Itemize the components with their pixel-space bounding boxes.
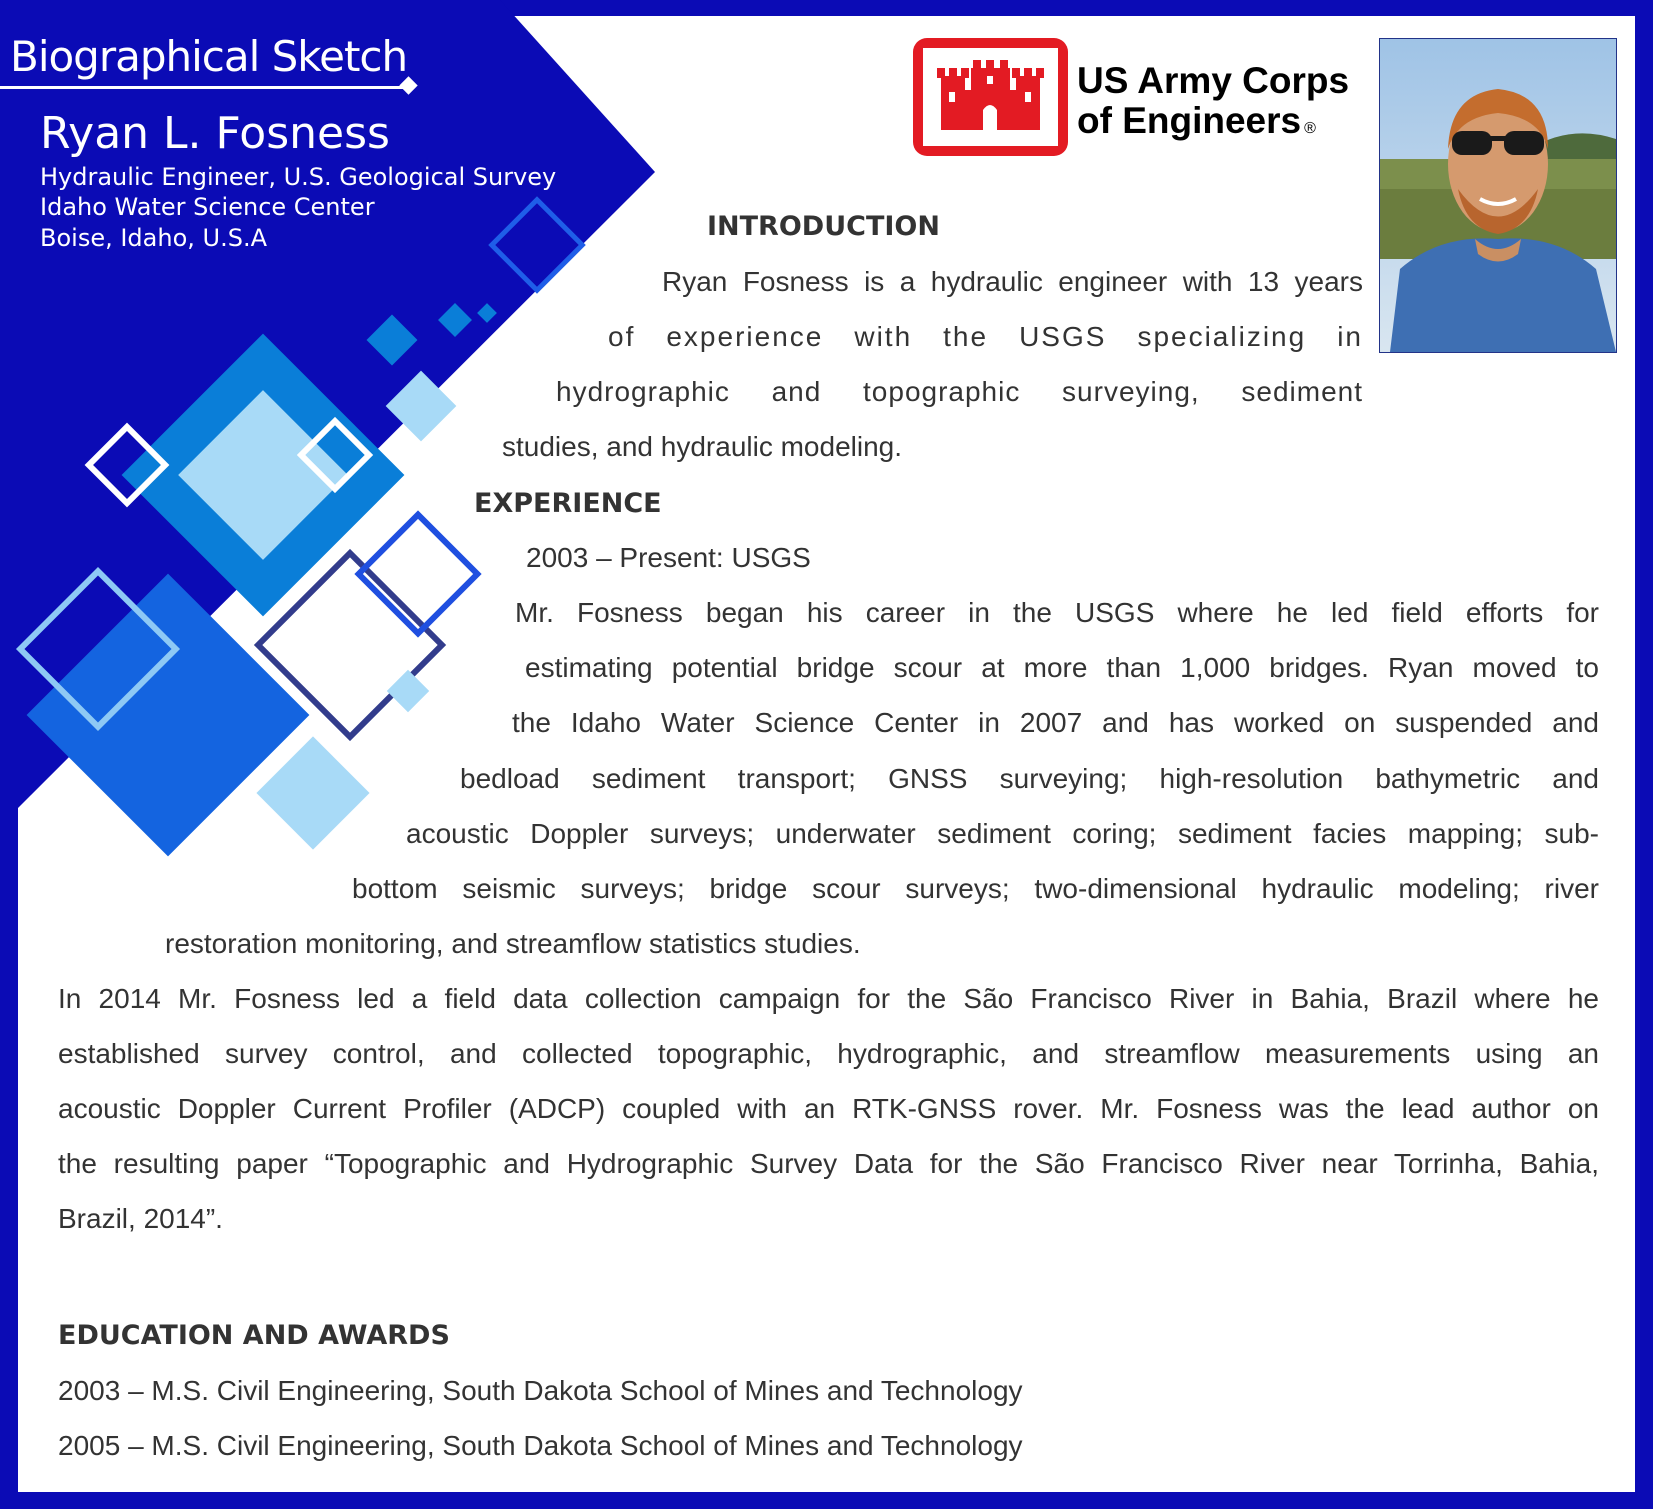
logo-text-line-1: US Army Corps xyxy=(1077,60,1350,101)
outline-diamond-blue xyxy=(359,515,478,634)
experience-period: 2003 – Present: USGS xyxy=(526,542,811,573)
diamond-light-2 xyxy=(387,670,429,712)
castle-icon xyxy=(923,48,1058,146)
portrait-illustration xyxy=(1380,39,1616,352)
intro-line-3: hydrographic and topographic surveying, sediment xyxy=(556,376,1363,407)
intro-line-4: studies, and hydraulic modeling. xyxy=(502,431,903,462)
logo-text-line-2-main: of Engineers xyxy=(1077,100,1302,141)
affiliation-title: Hydraulic Engineer, U.S. Geological Survey xyxy=(40,163,557,191)
campaign-line-5: Brazil, 2014”. xyxy=(58,1203,223,1234)
title-underline xyxy=(0,86,410,89)
campaign-line-3: acoustic Doppler Current Profiler (ADCP) coupled with an RTK-GNSS rover. Mr. Fosness was the lead author on xyxy=(58,1093,1599,1124)
logo-inner xyxy=(923,48,1058,146)
experience-line-2: estimating potential bridge scour at more than 1,000 bridges. Ryan moved to xyxy=(525,652,1599,683)
person-name: Ryan L. Fosness xyxy=(40,108,390,159)
experience-line-7: restoration monitoring, and streamflow statistics studies. xyxy=(165,928,861,959)
experience-line-6: bottom seismic surveys; bridge scour surveys; two-dimensional hydraulic modeling; river xyxy=(352,873,1599,904)
sketch-title: Biographical Sketch xyxy=(10,32,408,81)
education-item-1: 2003 – M.S. Civil Engineering, South Dakota School of Mines and Technology xyxy=(58,1375,1023,1406)
campaign-line-2: established survey control, and collected topographic, hydrographic, and streamflow measurements using an xyxy=(58,1038,1599,1069)
registered-mark: ® xyxy=(1304,120,1316,137)
intro-line-1: Ryan Fosness is a hydraulic engineer with 13 years xyxy=(662,266,1363,297)
campaign-line-1: In 2014 Mr. Fosness led a field data collection campaign for the São Francisco River in Bahia, Brazil where he xyxy=(58,983,1599,1014)
campaign-line-4: the resulting paper “Topographic and Hydrographic Survey Data for the São Francisco River near Torrinha, Bahia, xyxy=(58,1148,1599,1179)
experience-line-4: bedload sediment transport; GNSS surveying; high-resolution bathymetric and xyxy=(460,763,1599,794)
experience-line-5: acoustic Doppler surveys; underwater sediment coring; sediment facies mapping; sub- xyxy=(406,818,1599,849)
experience-heading: EXPERIENCE xyxy=(474,488,662,519)
usace-logo xyxy=(913,38,1068,156)
experience-line-1: Mr. Fosness began his career in the USGS where he led field efforts for xyxy=(515,597,1599,628)
affiliation-location: Boise, Idaho, U.S.A xyxy=(40,224,267,252)
affiliation-center: Idaho Water Science Center xyxy=(40,193,375,221)
portrait-photo xyxy=(1379,38,1617,353)
intro-line-2: of experience with the USGS specializing in xyxy=(608,321,1363,352)
education-item-2: 2005 – M.S. Civil Engineering, South Dakota School of Mines and Technology xyxy=(58,1430,1023,1461)
experience-line-3: the Idaho Water Science Center in 2007 and has worked on suspended and xyxy=(512,707,1599,738)
education-heading: EDUCATION AND AWARDS xyxy=(58,1320,450,1351)
diamond-light-3 xyxy=(256,736,369,849)
logo-text-line-2 xyxy=(1077,100,1316,142)
introduction-heading: INTRODUCTION xyxy=(707,211,940,242)
